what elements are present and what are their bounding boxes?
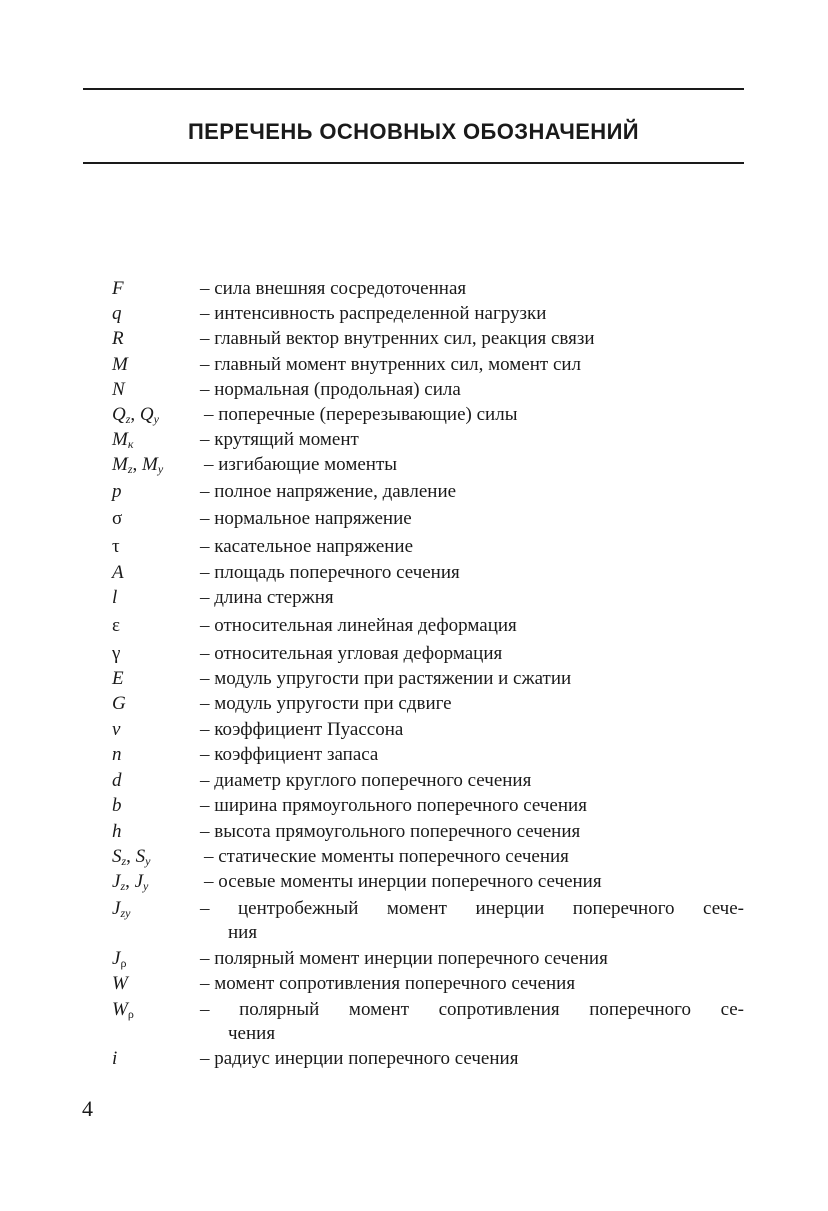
description: – главный вектор внутренних сил, реакция связи xyxy=(200,328,595,349)
description-line: чения xyxy=(228,1023,276,1044)
symbol: b xyxy=(112,795,122,816)
description: – длина стержня xyxy=(200,587,334,608)
symbol-separator: , xyxy=(132,454,142,475)
top-rule xyxy=(83,88,744,90)
symbol-separator: , xyxy=(130,404,140,425)
description-line: ния xyxy=(228,922,258,943)
symbol: n xyxy=(112,744,122,765)
symbol: N xyxy=(112,379,125,400)
symbol-subscript: к xyxy=(127,437,134,451)
symbol-main: Q xyxy=(139,404,154,425)
symbol: σ xyxy=(112,508,123,529)
description: – статические моменты поперечного сечения xyxy=(204,846,569,867)
description: – полное напряжение, давление xyxy=(200,481,457,502)
description: – полярный момент инерции поперечного сечения xyxy=(200,948,608,969)
description: – относительная линейная деформация xyxy=(200,615,517,636)
symbol-subscript: y xyxy=(153,412,159,426)
symbol: E xyxy=(112,668,124,689)
symbol-subscript: z xyxy=(120,879,126,893)
description: – интенсивность распределенной нагрузки xyxy=(200,303,547,324)
symbol: F xyxy=(112,278,124,299)
symbol-subscript: ρ xyxy=(127,1007,134,1021)
symbol-subscript: y xyxy=(157,462,164,476)
description: – момент сопротивления поперечного сечения xyxy=(200,973,576,994)
symbol: h xyxy=(112,821,122,842)
description-line: – центробежный момент инерции поперечного сече- xyxy=(200,898,744,919)
symbol-subscript: y xyxy=(143,879,149,893)
description: – поперечные (перерезывающие) силы xyxy=(204,404,518,425)
description xyxy=(200,897,744,945)
symbol-main: M xyxy=(142,454,158,475)
symbol xyxy=(112,428,133,452)
symbol: p xyxy=(112,481,122,502)
symbol-subscript: y xyxy=(145,854,151,868)
description: – диаметр круглого поперечного сечения xyxy=(200,770,532,791)
symbol xyxy=(112,947,126,971)
symbol: ε xyxy=(112,615,120,636)
symbol-subscript: z xyxy=(121,854,127,868)
symbol-main: W xyxy=(112,999,128,1020)
description: – модуль упругости при растяжении и сжатии xyxy=(200,668,572,689)
symbol xyxy=(112,897,130,921)
description: – коэффициент запаса xyxy=(200,744,379,765)
description: – касательное напряжение xyxy=(200,536,414,557)
description: – площадь поперечного сечения xyxy=(200,562,460,583)
symbol-subscript: z xyxy=(127,462,133,476)
symbol-main: S xyxy=(135,846,146,867)
symbol xyxy=(112,845,151,869)
page-title: ПЕРЕЧЕНЬ ОСНОВНЫХ ОБОЗНАЧЕНИЙ xyxy=(187,119,640,144)
description: – высота прямоугольного поперечного сечения xyxy=(200,821,581,842)
description-line: – полярный момент сопротивления поперечного се- xyxy=(200,999,744,1020)
symbol-separator: , xyxy=(125,871,135,892)
symbol-main: S xyxy=(112,846,122,867)
symbol xyxy=(112,998,134,1022)
symbol-subscript: ρ xyxy=(120,956,127,970)
page-number: 4 xyxy=(82,1096,93,1121)
description: – главный момент внутренних сил, момент сил xyxy=(200,354,582,375)
description: – нормальная (продольная) сила xyxy=(200,379,461,400)
description: – крутящий момент xyxy=(200,429,359,450)
description: – ширина прямоугольного поперечного сечения xyxy=(200,795,587,816)
symbol-subscript: zy xyxy=(120,906,131,920)
description: – нормальное напряжение xyxy=(200,508,412,529)
description: – сила внешняя сосредоточенная xyxy=(200,278,467,299)
symbol-main: J xyxy=(134,871,144,892)
symbol-main: J xyxy=(112,948,121,969)
symbol: l xyxy=(112,587,118,608)
symbol-main: J xyxy=(112,898,121,919)
description: – модуль упругости при сдвиге xyxy=(200,693,452,714)
symbol-main: M xyxy=(112,429,128,450)
description: – коэффициент Пуассона xyxy=(200,719,404,740)
symbol-main: Q xyxy=(112,404,126,425)
symbol: A xyxy=(112,562,124,583)
description: – осевые моменты инерции поперечного сечения xyxy=(204,871,602,892)
symbol-main: J xyxy=(112,871,121,892)
symbol: W xyxy=(112,973,128,994)
symbol: R xyxy=(112,328,124,349)
symbol: τ xyxy=(112,536,120,557)
symbol: M xyxy=(112,354,128,375)
symbol xyxy=(112,403,159,427)
symbol xyxy=(112,453,163,477)
description: – относительная угловая деформация xyxy=(200,643,503,664)
symbol-main: M xyxy=(112,454,128,475)
description: – радиус инерции поперечного сечения xyxy=(200,1048,519,1069)
description xyxy=(200,998,744,1046)
symbol: q xyxy=(112,303,122,324)
symbol-subscript: z xyxy=(125,412,131,426)
symbol: v xyxy=(112,719,121,740)
bottom-rule xyxy=(83,162,744,164)
symbol-separator: , xyxy=(126,846,136,867)
symbol: γ xyxy=(112,643,121,664)
symbol xyxy=(112,870,148,894)
symbol: d xyxy=(112,770,122,791)
symbol: i xyxy=(112,1048,118,1069)
symbol: G xyxy=(112,693,126,714)
description: – изгибающие моменты xyxy=(204,454,398,475)
